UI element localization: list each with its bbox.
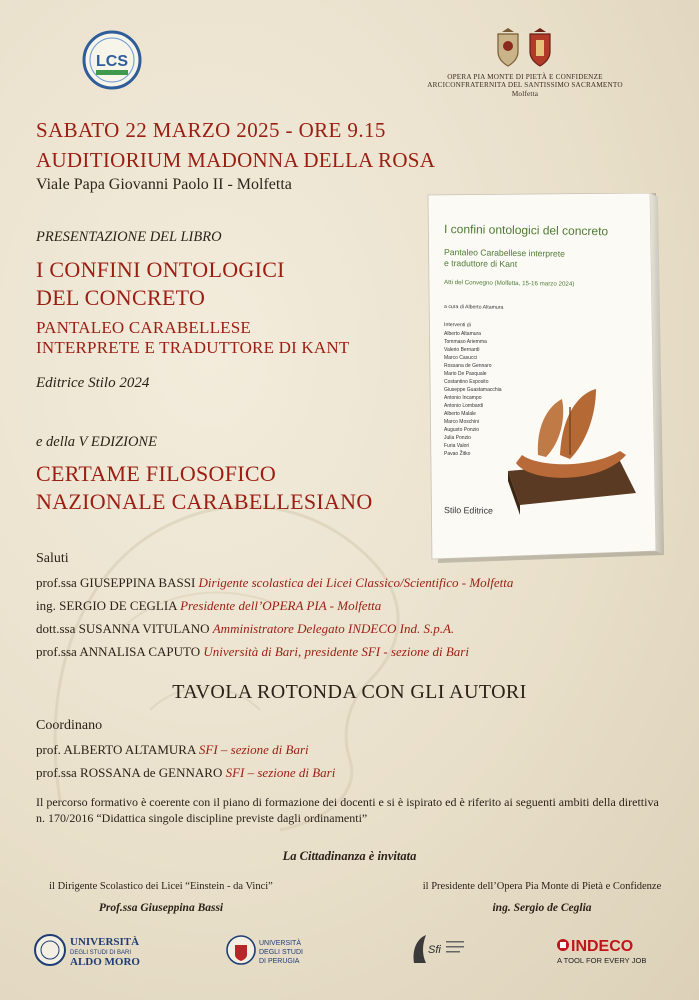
cover-contributor: Julia Ponzio — [444, 435, 471, 441]
opera-caption-line2: ARCICONFRATERNITA DEL SANTISSIMO SACRAMENTO — [427, 81, 623, 90]
cover-contributor: Furia Valori — [444, 443, 470, 449]
saluti-label: Saluti — [36, 551, 69, 566]
speaker-title: dott.ssa — [36, 621, 76, 636]
sfi-text: Sfi — [428, 944, 441, 956]
book-title — [36, 256, 285, 312]
sfi-logo — [408, 931, 468, 967]
indeco-logo — [556, 935, 666, 965]
cover-contributor: Marco Casucci — [444, 355, 478, 361]
unipg-line1: UNIVERSITÀ — [259, 940, 302, 947]
event-venue: AUDITIORIUM MADONNA DELLA ROSA — [36, 148, 436, 172]
edition-label: e della V EDIZIONE — [36, 434, 157, 450]
cover-contributor: Marco Moschini — [444, 419, 480, 425]
cover-publisher: Stilo Editrice — [443, 505, 493, 516]
presentation-label: PRESENTAZIONE DEL LIBRO — [36, 229, 222, 245]
book-subtitle-line2: INTERPRETE E TRADUTTORE DI KANT — [36, 338, 350, 357]
cover-title: I confini ontologici del concreto — [443, 222, 609, 239]
cover-contributor: Valerio Bernardi — [444, 347, 480, 353]
coordinator-role: SFI – sezione di Bari — [198, 742, 309, 757]
speaker-name: ANNALISA CAPUTO — [79, 644, 201, 659]
training-footnote: Il percorso formativo è coerente con il piano di formazione dei docenti e si è ispirato ed è riferito ai seguenti ambiti della direttiva n. 170/2016 “Didattica singole discipline previste dagli ordinamenti” — [36, 795, 659, 825]
book-cover-image — [420, 193, 668, 571]
coordinator-row — [36, 742, 309, 758]
speaker-row — [36, 598, 381, 614]
cover-contributor: Antonio Lombardi — [444, 403, 484, 409]
speaker-role: Università di Bari, presidente SFI - sezione di Bari — [203, 644, 469, 659]
book-title-line1: I CONFINI ONTOLOGICI — [36, 257, 285, 282]
book-subtitle-line1: PANTALEO CARABELLESE — [36, 318, 251, 337]
cover-contributor: Rossana de Gennaro — [444, 363, 492, 369]
cover-contributor: Antonio Incampo — [444, 395, 482, 401]
book-subtitle — [36, 318, 349, 358]
cover-proceedings: Atti del Convegno (Molfetta, 15-16 marzo 2024) — [443, 279, 575, 288]
speaker-name: GIUSEPPINA BASSI — [80, 575, 196, 590]
cover-contributor: Costantino Esposito — [444, 379, 489, 385]
certame-title-line1: CERTAME FILOSOFICO — [36, 461, 277, 486]
cover-contributor: Giuseppe Guastamacchia — [444, 387, 502, 393]
speaker-role: Presidente dell’OPERA PIA - Molfetta — [180, 598, 382, 613]
event-address: Viale Papa Giovanni Paolo II - Molfetta — [36, 176, 292, 193]
speaker-title: prof.ssa — [36, 575, 77, 590]
signature-left-name: Prof.ssa Giuseppina Bassi — [98, 902, 224, 914]
certame-title — [36, 460, 373, 516]
cover-contributor: Pavao Žitko — [444, 451, 471, 457]
speaker-name: SUSANNA VITULANO — [78, 621, 210, 636]
uniba-line1: UNIVERSITÀ — [70, 936, 140, 948]
uniba-line3: ALDO MORO — [70, 956, 140, 967]
cover-subtitle-2: e traduttore di Kant — [443, 258, 518, 270]
event-date: SABATO 22 MARZO 2025 - ORE 9.15 — [36, 118, 386, 142]
speaker-role: Dirigente scolastica dei Licei Classico/Scientifico - Molfetta — [198, 575, 514, 590]
speaker-row — [36, 621, 454, 637]
coordinator-title: prof.ssa — [36, 765, 77, 780]
book-title-line2: DEL CONCRETO — [36, 285, 206, 310]
uniba-line2: DEGLI STUDI DI BARI — [70, 950, 132, 956]
opera-pia-crests-logo — [492, 28, 556, 70]
coordinator-row — [36, 765, 335, 781]
signature-right-name: ing. Sergio de Ceglia — [492, 902, 592, 914]
unipg-line2: DEGLI STUDI — [259, 949, 303, 956]
cover-contributor: Alberto Malale — [444, 411, 476, 417]
cover-subtitle-1: Pantaleo Carabellese interprete — [443, 247, 565, 259]
speaker-title: prof.ssa — [36, 644, 77, 659]
speaker-row — [36, 575, 513, 591]
cover-contributor: Tommaso Ariemma — [444, 339, 487, 345]
coordinators-label: Coordinano — [36, 718, 103, 733]
uniba-logo — [34, 933, 174, 967]
opera-pia-caption — [395, 73, 655, 98]
speaker-row — [36, 644, 469, 660]
speaker-role: Amministratore Delegato INDECO Ind. S.p.A. — [212, 621, 455, 636]
cover-contributor: Augusto Ponzio — [444, 427, 480, 433]
signature-right-role: il Presidente dell’Opera Pia Monte di Pietà e Confidenze — [422, 881, 662, 892]
coordinator-name: ROSSANA de GENNARO — [80, 765, 223, 780]
cover-contributor: Mario De Pasquale — [444, 371, 487, 377]
round-table-title: TAVOLA ROTONDA CON GLI AUTORI — [172, 681, 527, 703]
invitation-line: La Cittadinanza è invitata — [282, 849, 417, 863]
signature-left-role: il Dirigente Scolastico dei Licei “Einstein - da Vinci” — [49, 881, 273, 892]
cover-editor: a cura di Alberto Altamura — [443, 304, 504, 311]
indeco-tagline: A TOOL FOR EVERY JOB — [557, 956, 647, 965]
opera-caption-line3: Molfetta — [511, 89, 539, 98]
cover-interventions-label: Interventi di — [443, 322, 471, 329]
unipg-line3: DI PERUGIA — [259, 958, 300, 965]
book-publisher: Editrice Stilo 2024 — [36, 375, 150, 391]
coordinator-title: prof. — [36, 742, 61, 757]
indeco-name: INDECO — [571, 938, 634, 955]
lcs-logo — [82, 30, 142, 90]
speaker-title: ing. — [36, 598, 56, 613]
lcs-logo-text: LCS — [96, 53, 128, 70]
speaker-name: SERGIO DE CEGLIA — [59, 598, 177, 613]
unipg-logo — [226, 933, 336, 967]
cover-contributor: Alberto Altamura — [444, 331, 481, 337]
opera-caption-line1: OPERA PIA MONTE DI PIETÀ E CONFIDENZE — [447, 73, 603, 81]
coordinator-name: ALBERTO ALTAMURA — [63, 742, 196, 757]
coordinator-role: SFI – sezione di Bari — [225, 765, 336, 780]
certame-title-line2: NAZIONALE CARABELLESIANO — [36, 489, 373, 514]
